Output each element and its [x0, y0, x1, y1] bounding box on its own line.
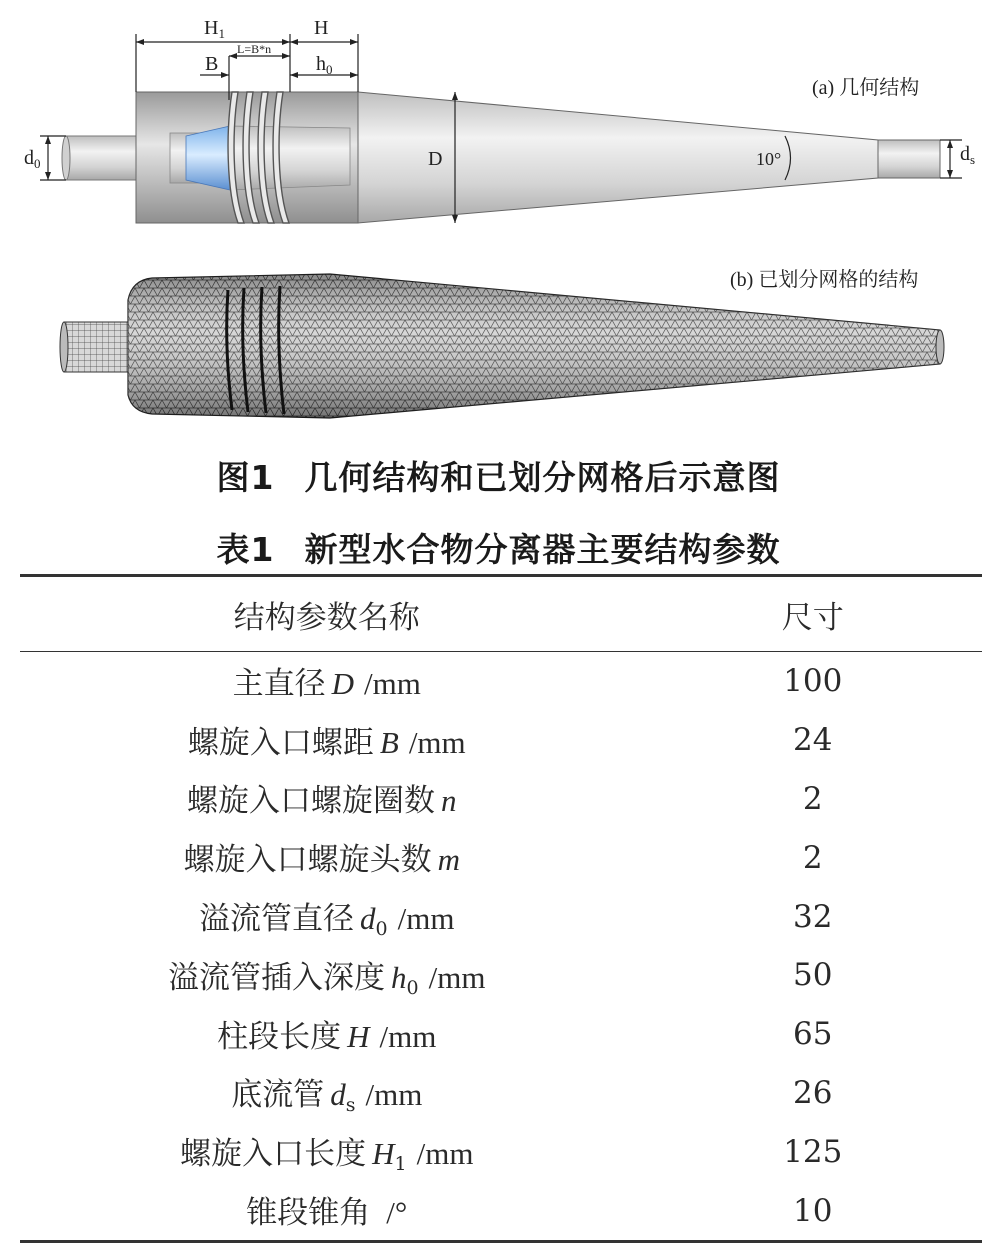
table-header-row: [20, 576, 982, 652]
param-name-cell: [20, 652, 634, 711]
param-unit: /mm: [408, 724, 466, 760]
param-value: 2: [802, 780, 823, 817]
dim-label-ds: $d_s$: [960, 143, 976, 167]
param-value: 50: [793, 957, 833, 994]
table-row: [20, 887, 982, 946]
figure-number: 图1: [216, 458, 275, 497]
table-body: [20, 652, 982, 1242]
dim-label-d0: $d_0$: [24, 147, 41, 171]
table-row: [20, 828, 982, 887]
param-symbol: B: [379, 724, 399, 760]
figure-caption-text: 几何结构和已划分网格后示意图: [304, 458, 781, 497]
underflow-pipe: [878, 140, 940, 178]
inlet-cone: [186, 126, 230, 190]
table-caption-text: 新型水合物分离器主要结构参数: [304, 530, 781, 569]
dim-label-L: L=B*n: [237, 42, 272, 56]
param-name: 溢流管插入深度: [168, 959, 386, 996]
table-row: [20, 1122, 982, 1181]
param-unit: /mm: [365, 1077, 423, 1113]
param-name-cell: [20, 711, 634, 770]
param-unit: /mm: [397, 901, 455, 937]
geometry-model: [62, 92, 940, 223]
param-unit: /°: [386, 1195, 408, 1231]
table-row: [20, 1064, 982, 1123]
param-name-cell: [20, 1064, 634, 1123]
table-row: [20, 1005, 982, 1064]
param-name-cell: [20, 770, 634, 829]
param-value: 125: [783, 1133, 843, 1170]
param-name: 螺旋入口螺距: [187, 724, 374, 761]
param-unit: /mm: [364, 665, 421, 701]
header-size: 尺寸: [781, 599, 844, 636]
param-subscript: s: [345, 1094, 356, 1117]
dim-label-D: D: [428, 148, 443, 170]
param-name: 螺旋入口螺旋头数: [183, 842, 432, 879]
param-subscript: 0: [375, 918, 388, 941]
param-symbol: d: [360, 901, 376, 937]
param-name-cell: [20, 946, 634, 1005]
dim-label-H1: $H_1$: [204, 17, 225, 41]
param-name: 柱段长度: [217, 1018, 342, 1055]
param-unit: /mm: [416, 1136, 474, 1172]
param-symbol: H: [347, 1018, 370, 1054]
table-row: [20, 1181, 982, 1241]
param-value: 100: [783, 663, 843, 700]
dim-label-H: H: [314, 17, 329, 39]
param-value: 24: [793, 722, 833, 759]
param-symbol: n: [441, 783, 457, 819]
param-name-cell: [20, 1122, 634, 1181]
param-value: 2: [802, 839, 823, 876]
param-subscript: 0: [406, 976, 419, 999]
param-name-cell: [20, 828, 634, 887]
dim-label-angle: 10°: [756, 149, 782, 169]
table-row: [20, 711, 982, 770]
param-symbol: m: [437, 842, 460, 878]
figure-caption: [0, 452, 997, 499]
dim-label-h0: $h_0$: [316, 53, 333, 77]
panel-b-label: (b) 已划分网格的结构: [730, 269, 919, 291]
dim-label-B: B: [205, 53, 219, 75]
table-row: [20, 770, 982, 829]
param-name: 溢流管直径: [199, 901, 355, 938]
table-row: [20, 652, 982, 711]
param-name-cell: [20, 887, 634, 946]
param-name-cell: [20, 1005, 634, 1064]
param-value: 65: [793, 1016, 833, 1053]
param-symbol: d: [330, 1077, 346, 1113]
param-symbol: H: [372, 1136, 395, 1172]
param-name: 底流管: [231, 1077, 325, 1114]
param-name: 主直径: [232, 665, 326, 702]
parameter-table: [20, 574, 982, 1243]
header-param-name: 结构参数名称: [233, 599, 420, 636]
param-value: 10: [634, 1181, 982, 1241]
param-value: 26: [793, 1074, 833, 1111]
param-unit: /mm: [428, 959, 486, 995]
table-number: 表1: [216, 530, 275, 569]
param-name: 锥段锥角: [246, 1195, 371, 1232]
param-unit: /mm: [379, 1018, 437, 1054]
param-value: 32: [793, 898, 833, 935]
param-symbol: D: [331, 665, 355, 701]
param-name: 螺旋入口螺旋圈数: [187, 783, 436, 820]
meshed-model: [60, 274, 944, 418]
param-symbol: h: [391, 959, 407, 995]
panel-a-label: (a) 几何结构: [812, 77, 920, 99]
param-name: 螺旋入口长度: [180, 1136, 367, 1173]
param-name-cell: [20, 1181, 634, 1241]
table-caption: [0, 524, 997, 571]
param-subscript: 1: [394, 1153, 407, 1176]
table-row: [20, 946, 982, 1005]
separator-figure: [0, 0, 997, 440]
